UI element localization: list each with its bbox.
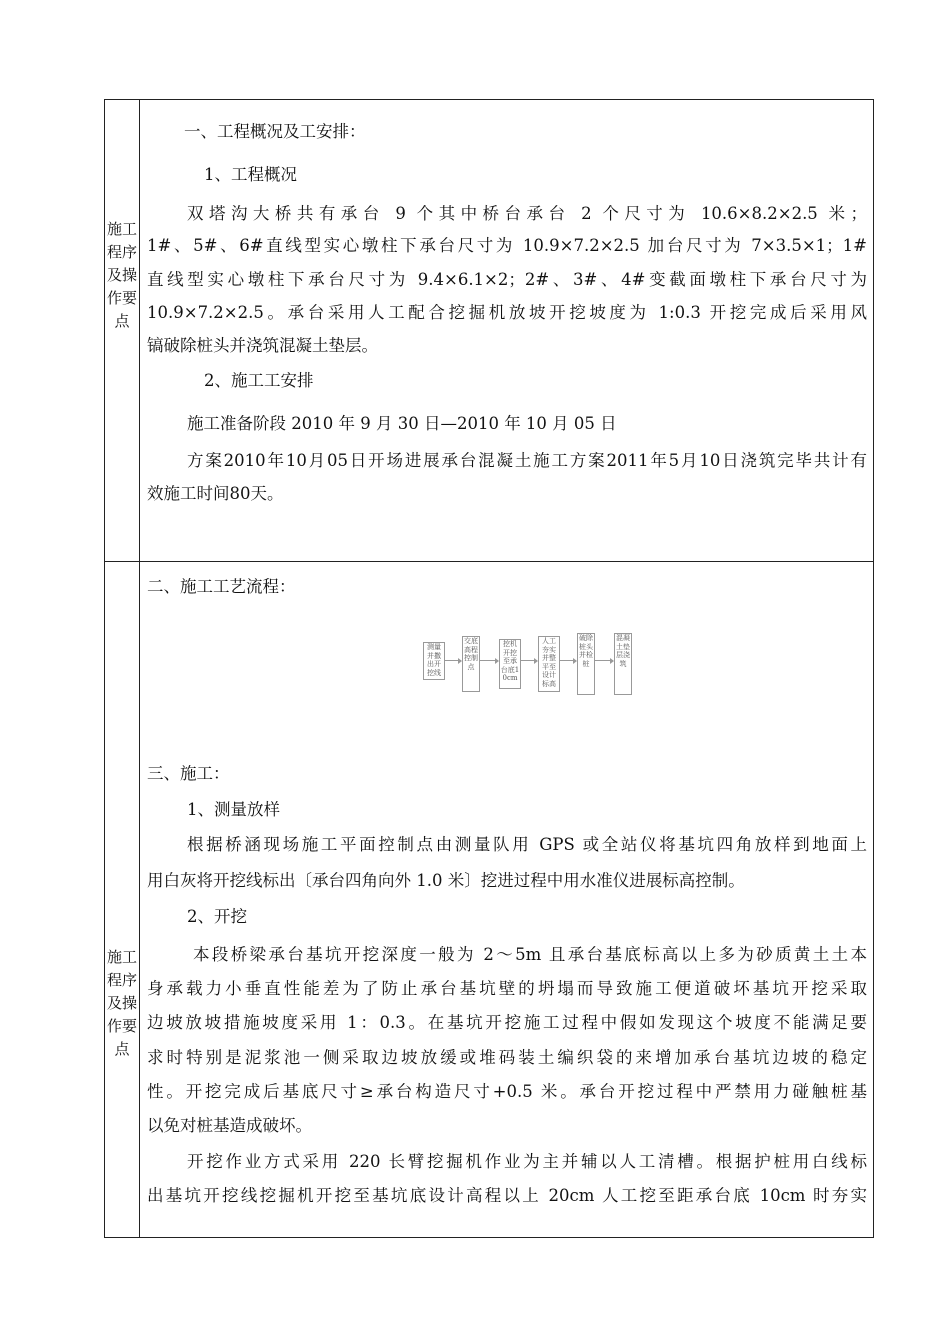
flow-step: 人工夯实并整平至设计标高	[538, 636, 560, 692]
flow-arrow	[480, 660, 498, 661]
flow-step: 交底高程控制点	[462, 636, 480, 692]
schedule-line: 施工准备阶段 2010 年 9 月 30 日—2010 年 10 月 05 日	[187, 414, 617, 433]
paragraph-line: 根据桥涵现场施工平面控制点由测量队用 GPS 或全站仪将基坑四角放样到地面上	[187, 835, 867, 854]
paragraph-line: 双塔沟大桥共有承台 9 个其中桥台承台 2 个尺寸为 10.6×8.2×2.5 米；	[187, 204, 867, 223]
paragraph-line: 开挖作业方式采用 220 长臂挖掘机作业为主并辅以人工清槽。根据护桩用白线标	[187, 1152, 867, 1171]
flow-step: 挖机开挖至承台底10cm	[499, 639, 521, 689]
paragraph-line: 方案2010年10月05日开场进展承台混凝土施工方案2011年5月10日浇筑完毕共计有	[187, 451, 867, 470]
paragraph-line: 身承载力小垂直性能差为了防止承台基坑壁的坍塌而导致施工便道破坏基坑开挖采取	[147, 979, 867, 998]
flow-arrow	[520, 660, 537, 661]
flow-step: 混凝土垫层浇筑	[614, 633, 632, 695]
construction-table	[104, 99, 874, 1238]
paragraph-line: 1#、5#、6#直线型实心墩柱下承台尺寸为 10.9×7.2×2.5 加台尺寸为 7×3.5×1；1#	[147, 236, 867, 255]
paragraph-line: 直线型实心墩柱下承台尺寸为 9.4×6.1×2；2#、3#、4#变截面墩柱下承台尺寸为	[147, 270, 867, 289]
subheading: 2、施工工安排	[204, 371, 314, 390]
paragraph-line: 用白灰将开挖线标出〔承台四角向外 1.0 米〕挖进过程中用水准仪进展标高控制。	[147, 871, 745, 890]
side-label-top: 施工程序及操作要点	[106, 220, 137, 330]
paragraph-line: 以免对桩基造成破坏。	[147, 1116, 312, 1135]
flow-arrow	[444, 660, 461, 661]
subheading: 1、测量放样	[187, 800, 280, 819]
section-heading: 二、施工工艺流程：	[147, 577, 296, 596]
flow-arrow	[595, 660, 613, 661]
paragraph-line: 镐破除桩头并浇筑混凝土垫层。	[147, 336, 378, 355]
row-divider	[105, 561, 873, 562]
flow-step: 破除桩头并检桩	[577, 633, 595, 695]
paragraph-line: 出基坑开挖线挖掘机开挖至基坑底设计高程以上 20cm 人工挖至距承台底 10cm 时夯实	[147, 1186, 867, 1205]
subheading: 1、工程概况	[204, 165, 297, 184]
column-divider	[139, 100, 140, 1237]
paragraph-line: 效施工时间80天。	[147, 484, 284, 503]
flow-step: 测量并撒出开挖线	[423, 642, 445, 680]
paragraph-line: 10.9×7.2×2.5。承台采用人工配合挖掘机放坡开挖坡度为 1:0.3 开挖完成后采用风	[147, 303, 867, 322]
side-label-bottom: 施工程序及操作要点	[106, 948, 137, 1058]
paragraph-line: 性。开挖完成后基底尺寸≥承台构造尺寸+0.5 米。承台开挖过程中严禁用力碰触桩基	[147, 1082, 867, 1101]
paragraph-line: 本段桥梁承台基坑开挖深度一般为 2～5m 且承台基底标高以上多为砂质黄土土本	[193, 945, 867, 964]
subheading: 2、开挖	[187, 907, 247, 926]
flow-arrow	[559, 660, 576, 661]
section-heading: 一、工程概况及工安排：	[184, 122, 366, 141]
paragraph-line: 边坡放坡措施坡度采用 1：0.3。在基坑开挖施工过程中假如发现这个坡度不能满足要	[147, 1013, 867, 1032]
process-flowchart	[419, 633, 639, 695]
paragraph-line: 求时特别是泥浆池一侧采取边坡放缓或堆码装土编织袋的来增加承台基坑边坡的稳定	[147, 1048, 867, 1067]
section-heading: 三、施工：	[147, 764, 230, 783]
